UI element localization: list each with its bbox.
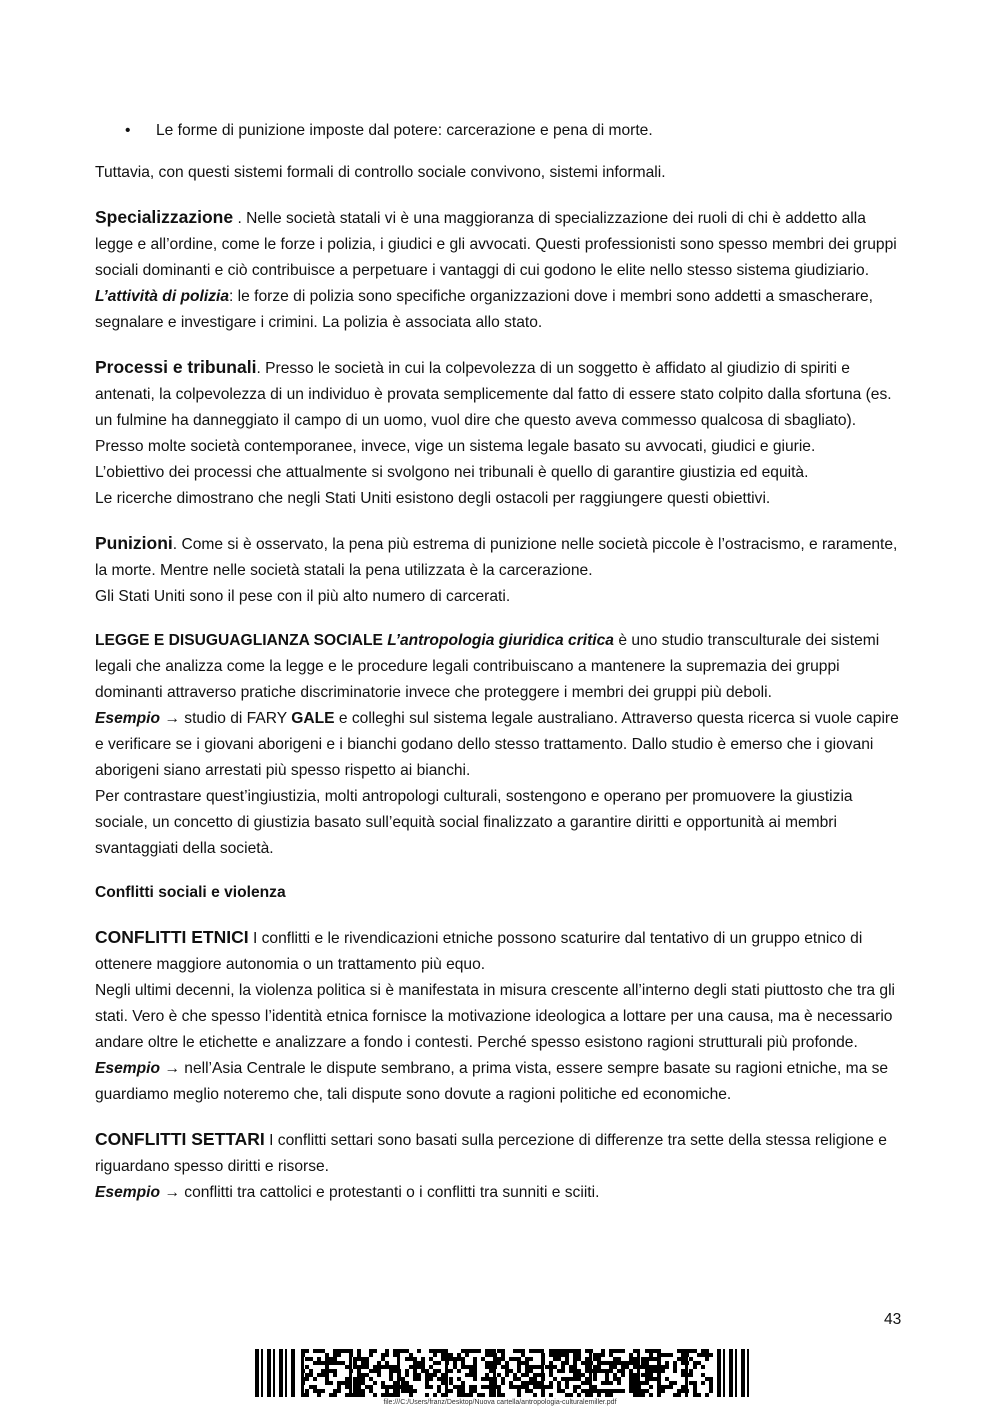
heading-conflitti-etnici: CONFLITTI ETNICI — [95, 927, 249, 947]
bullet-item — [95, 118, 905, 144]
paragraph-legge-esempio — [95, 706, 905, 784]
legge-example-bold: GALE — [291, 710, 335, 727]
punizioni-text: . Come si è osservato, la pena più estrema di punizione nelle società piccole è l’ostracismo, e raramente, la morte. Mentre nelle società statali la pena utilizzata è la carcerazione. — [95, 536, 898, 579]
arrow-right-icon: → — [164, 1184, 180, 1201]
processi-line-4: Le ricerche dimostrano che negli Stati Uniti esistono degli ostacoli per raggiungere questi obiettivi. — [95, 490, 771, 507]
barcode-icon — [255, 1349, 753, 1397]
etnici-example-text: nell’Asia Centrale le dispute sembrano, a prima vista, essere sempre basate su ragioni etniche, ma se guardiamo meglio noteremo che, tali dispute sono dovute a ragioni politiche ed economiche. — [95, 1060, 889, 1103]
legge-example-text-1: studio di FARY — [179, 710, 292, 727]
paragraph-etnici-esempio — [95, 1056, 905, 1108]
specializzazione-text: . Nelle società statali vi è una maggioranza di specializzazione dei ruoli di chi è addetto alla legge e all’ordine, come le forze i polizia, i giudici e gli avvocati. Questi professionisti sono spesso membri dei gruppi sociali dominanti e ciò contribuisce a perpetuare i vantaggi di cui godono le elite nello stesso sistema giudiziario. — [95, 210, 897, 279]
page-number: 43 — [884, 1311, 902, 1328]
bullet-icon: • — [125, 122, 131, 139]
etnici-line-2: Negli ultimi decenni, la violenza politica si è manifestata in misura crescente all’interno degli stati piuttosto che tra gli stati. Vero è che spesso l’identità etnica fornisce la motivazione ideologica a lottare per una causa, ma è necessario andare oltre le etichette e analizzare a fondo i contesti. Perché spesso esistono ragioni strutturali più profonde. — [95, 982, 896, 1051]
settari-example-text: conflitti tra cattolici e protestanti o i conflitti tra sunniti e sciiti. — [179, 1184, 600, 1201]
paragraph-punizioni — [95, 530, 905, 584]
processi-line-3: L’obiettivo dei processi che attualmente si svolgono nei tribunali è quello di garantire giustizia ed equità. — [95, 464, 809, 481]
heading-legge: LEGGE E DISUGUAGLIANZA SOCIALE — [95, 632, 383, 649]
example-label: Esempio — [95, 1184, 160, 1201]
paragraph-processi — [95, 354, 905, 434]
legge-text: è uno studio transculturale dei sistemi legali che analizza come la legge e le procedure legali contribuiscano a mantenere la supremazia dei gruppi dominanti attraverso pratiche discriminatorie invece che proteggere i membri dei gruppi più deboli. — [95, 632, 880, 701]
heading-conflitti-settari: CONFLITTI SETTARI — [95, 1129, 265, 1149]
example-label: Esempio — [95, 1060, 160, 1077]
term-antropologia-giuridica: L’antropologia giuridica critica — [387, 632, 614, 649]
document-body — [95, 118, 905, 1206]
heading-specializzazione: Specializzazione — [95, 207, 234, 227]
bullet-text: Le forme di punizione imposte dal potere: carcerazione e pena di morte. — [156, 122, 653, 139]
punizioni-line-2: Gli Stati Uniti sono il pese con il più alto numero di carcerati. — [95, 588, 511, 605]
paragraph-conflitti-settari — [95, 1126, 905, 1180]
paragraph-conflitti-etnici — [95, 924, 905, 978]
heading-polizia: L’attività di polizia — [95, 288, 230, 305]
paragraph-polizia — [95, 284, 905, 336]
processi-line-2: Presso molte società contemporanee, invece, vige un sistema legale basato su avvocati, giudici e giurie. — [95, 438, 816, 455]
paragraph-legge — [95, 628, 905, 706]
settari-text: I conflitti settari sono basati sulla percezione di differenze tra sette della stessa religione e riguardano spesso diritti e risorse. — [95, 1132, 887, 1175]
arrow-right-icon: → — [164, 710, 180, 727]
arrow-right-icon: → — [164, 1060, 180, 1077]
processi-text: . Presso le società in cui la colpevolezza di un soggetto è affidato al giudizio di spiriti e antenati, la colpevolezza di un individuo è provata semplicemente dal fatto di essere stato colpito dalla sfortuna (es. un fulmine ha danneggiato il campo di un uomo, vuol dire che questo aveva commesso qualcosa di sbagliato). — [95, 360, 892, 429]
polizia-text: : le forze di polizia sono specifiche organizzazioni dove i membri sono addetti a smascherare, segnalare e investigare i crimini. La polizia è associata allo stato. — [95, 288, 874, 331]
heading-punizioni: Punizioni — [95, 533, 173, 553]
example-label: Esempio — [95, 710, 160, 727]
footer-file-path: file:///C:/Users/franz/Desktop/Nuova cartella/antropologia-culturalemiller.pdf — [383, 1399, 617, 1406]
legge-line-3: Per contrastare quest’ingiustizia, molti antropologi culturali, sostengono e operano per promuovere la giustizia sociale, un concetto di giustizia basato sull’equità social finalizzato a garantire diritti e opportunità ai membri svantaggiati della società. — [95, 788, 853, 857]
paragraph-settari-esempio — [95, 1180, 905, 1206]
legge-example-text-2: e colleghi sul sistema legale australiano. Attraverso questa ricerca si vuole capire e verificare se i giovani aborigeni e i bianchi godano dello stesso trattamento. Dallo studio è emerso che i giovani aborigeni siano arrestati più spesso rispetto ai bianchi. — [95, 710, 899, 779]
paragraph-intro: Tuttavia, con questi sistemi formali di controllo sociale convivono, sistemi informali. — [95, 164, 666, 181]
heading-processi: Processi e tribunali — [95, 357, 257, 377]
section-title-conflitti: Conflitti sociali e violenza — [95, 884, 286, 901]
paragraph-specializzazione — [95, 204, 905, 284]
etnici-text: I conflitti e le rivendicazioni etniche possono scaturire dal tentativo di un gruppo etnico di ottenere maggiore autonomia o un trattamento più equo. — [95, 930, 863, 973]
